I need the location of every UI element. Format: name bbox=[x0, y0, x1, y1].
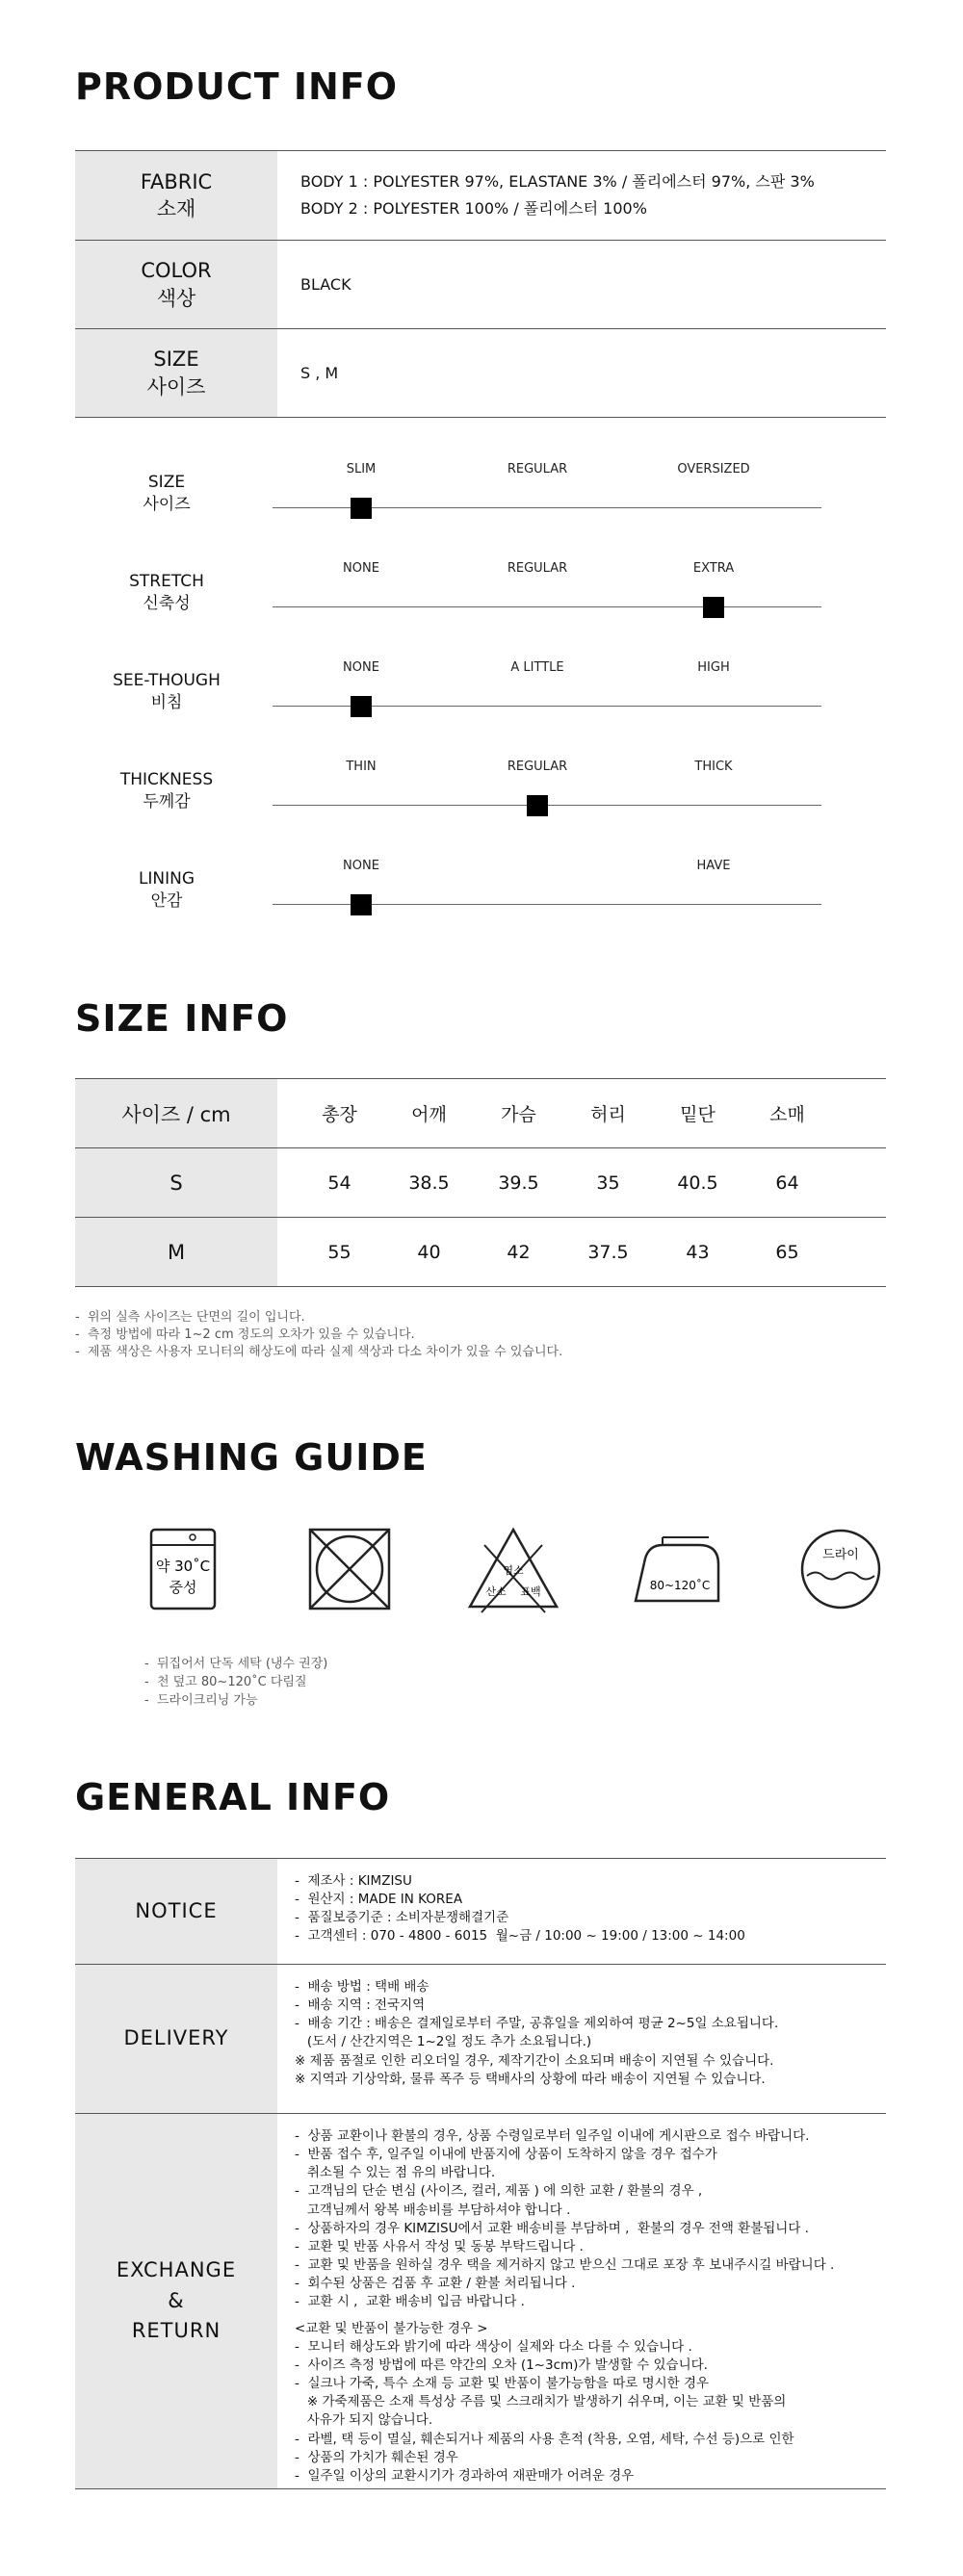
exchange-return-header: EXCHANGE & RETURN bbox=[75, 2114, 277, 2488]
hand-wash-30-icon bbox=[133, 1516, 239, 1622]
iron-icon bbox=[624, 1516, 730, 1622]
general-info-table bbox=[75, 1858, 886, 2489]
column-header: 밑단 bbox=[680, 1104, 716, 1125]
table-row bbox=[75, 1148, 886, 1218]
size-row bbox=[75, 329, 886, 418]
row-size-label: M bbox=[75, 1218, 277, 1286]
size-note: - 측정 방법에 따라 1~2 cm 정도의 오차가 있을 수 있습니다. bbox=[75, 1327, 415, 1343]
gauge-option: NONE bbox=[343, 660, 379, 675]
size-info-title: SIZE INFO bbox=[75, 997, 289, 1040]
dry-clean-icon bbox=[788, 1516, 894, 1622]
gauge-label: LINING 안감 bbox=[138, 869, 195, 911]
notice-header: NOTICE bbox=[75, 1859, 277, 1964]
washing-guide-title: WASHING GUIDE bbox=[75, 1436, 428, 1479]
chlorine-label: 염소 bbox=[503, 1564, 524, 1577]
gauge-option: REGULAR bbox=[507, 760, 568, 774]
gauge-marker bbox=[351, 498, 372, 519]
fabric-line-1: BODY 1 : POLYESTER 97%, ELASTANE 3% / 폴리에스터 97%, 스판 3% bbox=[300, 172, 815, 191]
size-header bbox=[75, 329, 277, 417]
size-table bbox=[75, 1078, 886, 1287]
table-cell: 65 bbox=[775, 1241, 799, 1263]
gauge-line bbox=[273, 606, 821, 607]
delivery-row bbox=[75, 1965, 886, 2114]
table-cell: 38.5 bbox=[408, 1172, 450, 1194]
fabric-header bbox=[75, 151, 277, 240]
color-row bbox=[75, 241, 886, 329]
general-info-title: GENERAL INFO bbox=[75, 1776, 391, 1818]
gauge-label: SEE-THOUGH 비침 bbox=[113, 671, 221, 712]
notice-body: - 제조사 : KIMZISU - 원산지 : MADE IN KOREA - 품질보증기준 : 소비자분쟁해결기준 - 고객센터 : 070 - 4800 - 6015 월~금 / 10:00 ~ 19:00 / 13:00 ~ 14:00 bbox=[295, 1873, 745, 1945]
notice-row bbox=[75, 1859, 886, 1965]
gauge-lining bbox=[75, 859, 886, 926]
washing-note: - 천 덮고 80~120˚C 다림질 bbox=[144, 1674, 307, 1689]
gauge-option: HIGH bbox=[697, 660, 730, 675]
gauge-size bbox=[75, 462, 886, 529]
color-line-1: BLACK bbox=[300, 274, 351, 294]
gauge-marker bbox=[351, 696, 372, 717]
dry-clean-label: 드라이 bbox=[822, 1548, 859, 1562]
table-cell: 43 bbox=[686, 1241, 710, 1263]
table-cell: 39.5 bbox=[498, 1172, 539, 1194]
gauge-option: EXTRA bbox=[692, 561, 735, 576]
gauge-option: A LITTLE bbox=[510, 660, 564, 675]
table-cell: 35 bbox=[596, 1172, 620, 1194]
size-line-1: S , M bbox=[300, 363, 339, 382]
gauge-label: SIZE 사이즈 bbox=[143, 473, 191, 514]
size-label-ko: 사이즈 bbox=[146, 374, 206, 399]
delivery-header: DELIVERY bbox=[75, 1965, 277, 2113]
gauge-thickness bbox=[75, 760, 886, 827]
color-label-en: COLOR bbox=[141, 259, 212, 283]
gauge-option: HAVE bbox=[696, 859, 731, 873]
gauge-option: NONE bbox=[343, 859, 379, 873]
gauge-label: THICKNESS 두께감 bbox=[119, 770, 214, 811]
table-cell: 42 bbox=[507, 1241, 531, 1263]
fabric-label-ko: 소재 bbox=[156, 197, 196, 220]
color-label-ko: 색상 bbox=[156, 286, 196, 310]
product-info-title: PRODUCT INFO bbox=[75, 65, 399, 108]
gauge-option: THIN bbox=[346, 760, 377, 774]
size-notes bbox=[75, 1309, 562, 1362]
column-header: 가슴 bbox=[501, 1104, 536, 1125]
gauge-marker bbox=[351, 894, 372, 915]
column-header: 총장 bbox=[322, 1104, 357, 1125]
size-unit-header: 사이즈 / cm bbox=[75, 1079, 277, 1147]
delivery-body: - 배송 방법 : 택배 배송 - 배송 지역 : 전국지역 - 배송 기간 : 배송은 결제일로부터 주말, 공휴일을 제외하여 평균 2~5일 소요됩니다. (도서 / 산간지역은 1~2일 정도 추가 소요됩니다.) ※ 제품 품절로 인한 리오더일 경우, 제작기간이 소요되며 배송이 지연될 수 있습니다. ※ 지역과 기상악화, 물류 폭주 등 택배사의 상황에 따라 배송이 지연될 수 있습니다. bbox=[295, 1979, 779, 2087]
table-cell: 54 bbox=[327, 1172, 351, 1194]
size-note: - 제품 색상은 사용자 모니터의 해상도에 따라 실제 색상과 다소 차이가 있을 수 있습니다. bbox=[75, 1345, 563, 1360]
table-cell: 37.5 bbox=[587, 1241, 629, 1263]
product-info-table bbox=[75, 150, 886, 418]
wash-neutral-label: 중성 bbox=[169, 1579, 197, 1596]
size-table-header bbox=[75, 1079, 886, 1148]
fabric-label-en: FABRIC bbox=[140, 169, 213, 193]
fabric-value bbox=[277, 151, 886, 240]
gauge-label: STRETCH 신축성 bbox=[129, 572, 204, 613]
gauge-stretch bbox=[75, 561, 886, 629]
gauge-marker bbox=[703, 597, 724, 618]
no-bleach-icon bbox=[460, 1516, 566, 1622]
gauge-see-through bbox=[75, 660, 886, 728]
table-cell: 64 bbox=[775, 1172, 799, 1194]
exchange-return-row bbox=[75, 2114, 886, 2489]
color-value bbox=[277, 241, 886, 328]
gauge-option: NONE bbox=[343, 561, 379, 576]
size-label-en: SIZE bbox=[153, 348, 199, 372]
size-value bbox=[277, 329, 886, 417]
gauge-option: SLIM bbox=[346, 462, 377, 477]
table-row bbox=[75, 1218, 886, 1287]
washing-icons bbox=[75, 1516, 886, 1632]
no-tumble-dry-icon bbox=[297, 1516, 403, 1622]
column-header: 허리 bbox=[590, 1104, 626, 1125]
fabric-row bbox=[75, 151, 886, 241]
column-header: 어깨 bbox=[411, 1104, 447, 1125]
color-header bbox=[75, 241, 277, 328]
table-cell: 40.5 bbox=[677, 1172, 718, 1194]
fabric-line-2: BODY 2 : POLYESTER 100% / 폴리에스터 100% bbox=[300, 199, 647, 218]
bleach-label: 표백 bbox=[520, 1585, 541, 1598]
washing-note: - 뒤집어서 단독 세탁 (냉수 권장) bbox=[144, 1657, 328, 1671]
table-cell: 55 bbox=[327, 1241, 351, 1263]
iron-temp-label: 80~120˚C bbox=[649, 1579, 711, 1592]
row-size-label: S bbox=[75, 1148, 277, 1217]
oxygen-label: 산소 bbox=[485, 1585, 507, 1598]
exchange-return-body: - 상품 교환이나 환불의 경우, 상품 수령일로부터 일주일 이내에 게시판으로 접수 바랍니다. - 반품 접수 후, 일주일 이내에 반품지에 상품이 도착하지 않을 경우 접수가 취소될 수 있는 점 유의 바랍니다. - 고객님의 단순 변심 (사이즈, 컬러, 제품 ) 에 의한 교환 / 환불의 경우 , 고객님께서 왕복 배송비를 부담하셔야 합니다 . - 상품하자의 경우 KIMZISU에서 교환 배송비를 부담하며 , 환불의 경우 전액 환불됩니다 . - 교환 및 반품 사유서 작성 및 동봉 부탁드립니다 . - 교환 및 반품을 원하실 경우 택을 제거하지 않고 받으신 그대로 포장 후 보내주시길 바랍니다 . - 회수된 상품은 검품 후 교환 / 환불 처리됩니다 . - 교환 시 , 교환 배송비 입금 바랍니다 . <교환 및 반품이 불가능한 경우 > - 모니터 해상도와 밝기에 따라 색상이 실제와 다소 다를 수 있습니다 . - 사이즈 측정 방법에 따른 약간의 오차 (1~3cm)가 발생할 수 있습니다. - 실크나 가죽, 특수 소재 등 교환 및 반품이 불가능함을 따로 명시한 경우 ※ 가죽제품은 소재 특성상 주름 및 스크래치가 발생하기 쉬우며, 이는 교환 및 반품의 사유가 되지 않습니다. - 라벨, 택 등이 멸실, 훼손되거나 제품의 사용 흔적 (착용, 오염, 세탁, 수선 등)으로 인한 - 상품의 가치가 훼손된 경우 - 일주일 이상의 교환시기가 경과하여 재판매가 어려운 경우 bbox=[295, 2128, 835, 2484]
gauge-option: REGULAR bbox=[507, 462, 568, 477]
table-cell: 40 bbox=[417, 1241, 441, 1263]
gauge-option: OVERSIZED bbox=[677, 462, 750, 477]
gauge-option: REGULAR bbox=[507, 561, 568, 576]
gauge-option: THICK bbox=[694, 760, 733, 774]
wash-temp-label: 약 30˚C bbox=[155, 1558, 211, 1575]
washing-note: - 드라이크리닝 가능 bbox=[144, 1692, 258, 1708]
column-header: 소매 bbox=[769, 1104, 805, 1125]
washing-notes bbox=[144, 1656, 327, 1711]
size-note: - 위의 실측 사이즈는 단면의 길이 입니다. bbox=[75, 1310, 305, 1325]
gauge-marker bbox=[527, 795, 548, 816]
